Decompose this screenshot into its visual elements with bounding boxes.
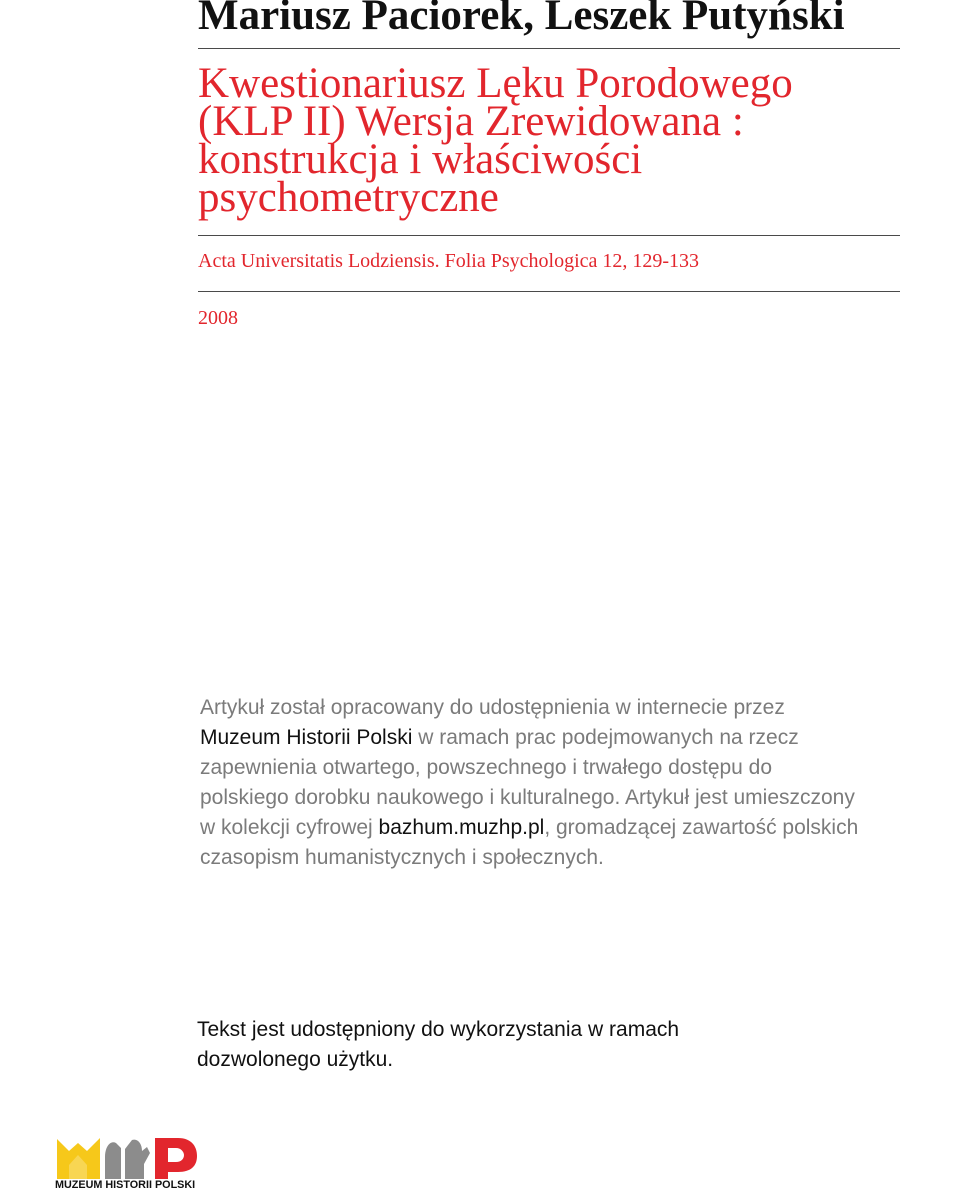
notice-line — [200, 753, 858, 783]
usage-line: dozwolonego użytku. — [197, 1048, 394, 1071]
publication-year: 2008 — [198, 307, 238, 329]
notice-line — [200, 723, 858, 753]
bazhum-url-link[interactable]: bazhum.muzhp.pl — [378, 816, 545, 839]
notice-line — [200, 783, 858, 813]
journal-citation: Acta Universitatis Lodziensis. Folia Psychologica 12, 129-133 — [198, 250, 700, 272]
usage-statement — [197, 1015, 679, 1075]
title-line: konstrukcja i właściwości — [198, 136, 643, 183]
notice-line — [200, 693, 858, 723]
notice-text: Artykuł został opracowany do udostępnienia w internecie przez — [200, 696, 785, 719]
horizontal-rule — [198, 235, 900, 236]
horizontal-rule — [198, 48, 900, 49]
letter-p-icon — [155, 1138, 197, 1179]
usage-line: Tekst jest udostępniony do wykorzystania w ramach — [197, 1018, 680, 1041]
digitization-notice — [200, 693, 858, 873]
hands-icon — [105, 1140, 150, 1179]
notice-line — [200, 813, 858, 843]
notice-line — [200, 843, 858, 873]
horizontal-rule — [198, 291, 900, 292]
title-line: (KLP II) Wersja Zrewidowana : — [198, 98, 744, 145]
authors: Mariusz Paciorek, Leszek Putyński — [198, 0, 845, 39]
museum-name-link[interactable]: Muzeum Historii Polski — [200, 726, 413, 749]
title-line: Kwestionariusz Lęku Porodowego — [198, 60, 793, 107]
title-line: psychometryczne — [198, 174, 499, 221]
logo-wordmark: MUZEUM HISTORII POLSKI — [55, 1179, 196, 1191]
notice-text: w ramach prac podejmowanych na rzecz — [412, 726, 799, 749]
article-title — [198, 60, 793, 221]
notice-text: czasopism humanistycznych i społecznych. — [200, 846, 604, 869]
notice-text: , gromadzącej zawartość polskich — [544, 816, 859, 839]
notice-text: polskiego dorobku naukowego i kulturalnego. Artykuł jest umieszczony — [200, 786, 855, 809]
notice-text: zapewnienia otwartego, powszechnego i trwałego dostępu do — [200, 756, 773, 779]
museum-logo-icon — [55, 1135, 200, 1181]
notice-text: w kolekcji cyfrowej — [200, 816, 379, 839]
